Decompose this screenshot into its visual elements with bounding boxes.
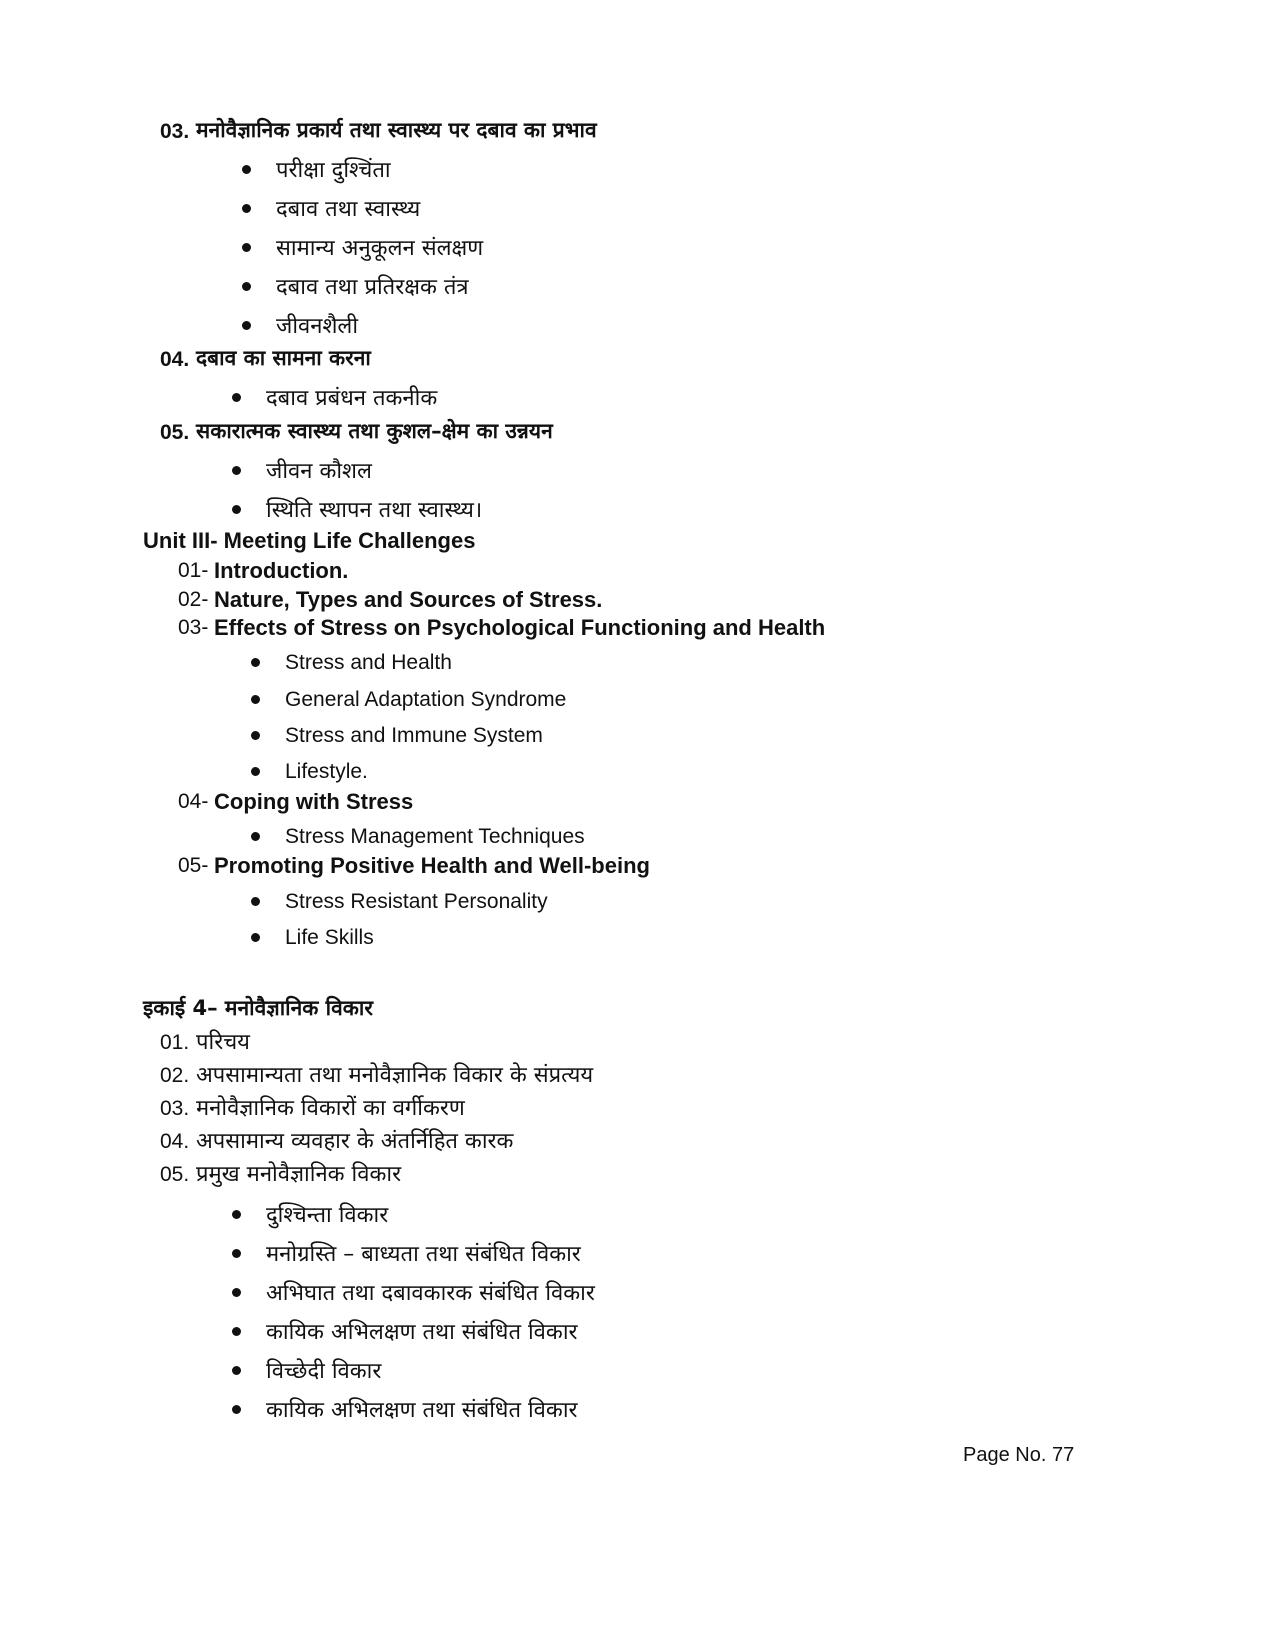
section-number: 03.: [160, 120, 190, 143]
list-item: Stress Resistant Personality: [285, 890, 548, 913]
section-number: 02-: [178, 588, 209, 611]
bullet-icon: [242, 165, 251, 174]
bullet-icon: [232, 1366, 241, 1375]
section-heading: मनोवैज्ञानिक प्रकार्य तथा स्वास्थ्य पर दबाव का प्रभाव: [196, 118, 597, 142]
page-number: Page No. 77: [963, 1444, 1075, 1466]
list-item: Life Skills: [285, 926, 374, 949]
bullet-icon: [251, 731, 260, 740]
list-item: मनोग्रस्ति – बाध्यता तथा संबंधित विकार: [266, 1242, 581, 1267]
bullet-icon: [232, 1405, 241, 1414]
bullet-icon: [251, 658, 260, 667]
bullet-icon: [251, 695, 260, 704]
list-item: दुश्चिन्ता विकार: [266, 1203, 389, 1228]
section-heading: परिचय: [196, 1030, 250, 1055]
list-item: स्थिति स्थापन तथा स्वास्थ्य।: [266, 498, 483, 523]
bullet-icon: [251, 767, 260, 776]
list-item: सामान्य अनुकूलन संलक्षण: [276, 236, 484, 261]
section-number: 01.: [160, 1031, 190, 1054]
section-heading: सकारात्मक स्वास्थ्य तथा कुशल–क्षेम का उन्नयन: [196, 419, 553, 443]
list-item: परीक्षा दुश्चिंता: [276, 158, 391, 183]
section-number: 04.: [160, 348, 190, 371]
section-number: 02.: [160, 1064, 190, 1087]
bullet-icon: [242, 243, 251, 252]
section-number: 04.: [160, 1130, 190, 1153]
section-number: 05.: [160, 1163, 190, 1186]
bullet-icon: [232, 1210, 241, 1219]
list-item: दबाव तथा स्वास्थ्य: [276, 197, 421, 222]
bullet-icon: [232, 1249, 241, 1258]
section-heading: मनोवैज्ञानिक विकारों का वर्गीकरण: [196, 1096, 465, 1121]
bullet-icon: [232, 466, 241, 475]
bullet-icon: [232, 505, 241, 514]
section-heading: अपसामान्य व्यवहार के अंतर्निहित कारक: [196, 1129, 514, 1154]
bullet-icon: [242, 282, 251, 291]
section-heading: प्रमुख मनोवैज्ञानिक विकार: [196, 1162, 402, 1187]
list-item: Stress and Health: [285, 651, 452, 674]
section-number: 03.: [160, 1097, 190, 1120]
section-heading: अपसामान्यता तथा मनोवैज्ञानिक विकार के संप्रत्यय: [196, 1063, 594, 1088]
unit-title: इकाई 4– मनोवैज्ञानिक विकार: [143, 996, 373, 1020]
list-item: Stress Management Techniques: [285, 825, 585, 848]
section-number: 05.: [160, 421, 190, 444]
section-number: 05-: [178, 854, 209, 877]
list-item: कायिक अभिलक्षण तथा संबंधित विकार: [266, 1398, 578, 1423]
list-item: जीवन कौशल: [266, 459, 372, 484]
section-heading: Promoting Positive Health and Well-being: [214, 853, 650, 878]
section-heading: Coping with Stress: [214, 789, 414, 814]
bullet-icon: [232, 393, 241, 402]
section-heading: Effects of Stress on Psychological Functioning and Health: [214, 615, 826, 640]
list-item: विच्छेदी विकार: [266, 1359, 382, 1384]
list-item: अभिघात तथा दबावकारक संबंधित विकार: [266, 1281, 595, 1306]
section-number: 04-: [178, 790, 209, 813]
list-item: General Adaptation Syndrome: [285, 688, 567, 711]
section-heading: Introduction.: [214, 558, 349, 583]
section-heading: Nature, Types and Sources of Stress.: [214, 587, 603, 612]
list-item: Lifestyle.: [285, 760, 368, 783]
bullet-icon: [242, 321, 251, 330]
list-item: जीवनशैली: [276, 314, 359, 339]
unit-title: Unit III- Meeting Life Challenges: [143, 528, 476, 553]
section-number: 01-: [178, 559, 209, 582]
section-number: 03-: [178, 616, 209, 639]
bullet-icon: [251, 897, 260, 906]
bullet-icon: [251, 933, 260, 942]
bullet-icon: [232, 1327, 241, 1336]
bullet-icon: [251, 832, 260, 841]
bullet-icon: [242, 204, 251, 213]
list-item: कायिक अभिलक्षण तथा संबंधित विकार: [266, 1320, 578, 1345]
bullet-icon: [232, 1288, 241, 1297]
list-item: दबाव तथा प्रतिरक्षक तंत्र: [276, 275, 469, 300]
list-item: दबाव प्रबंधन तकनीक: [266, 386, 438, 411]
list-item: Stress and Immune System: [285, 724, 543, 747]
section-heading: दबाव का सामना करना: [196, 346, 371, 370]
